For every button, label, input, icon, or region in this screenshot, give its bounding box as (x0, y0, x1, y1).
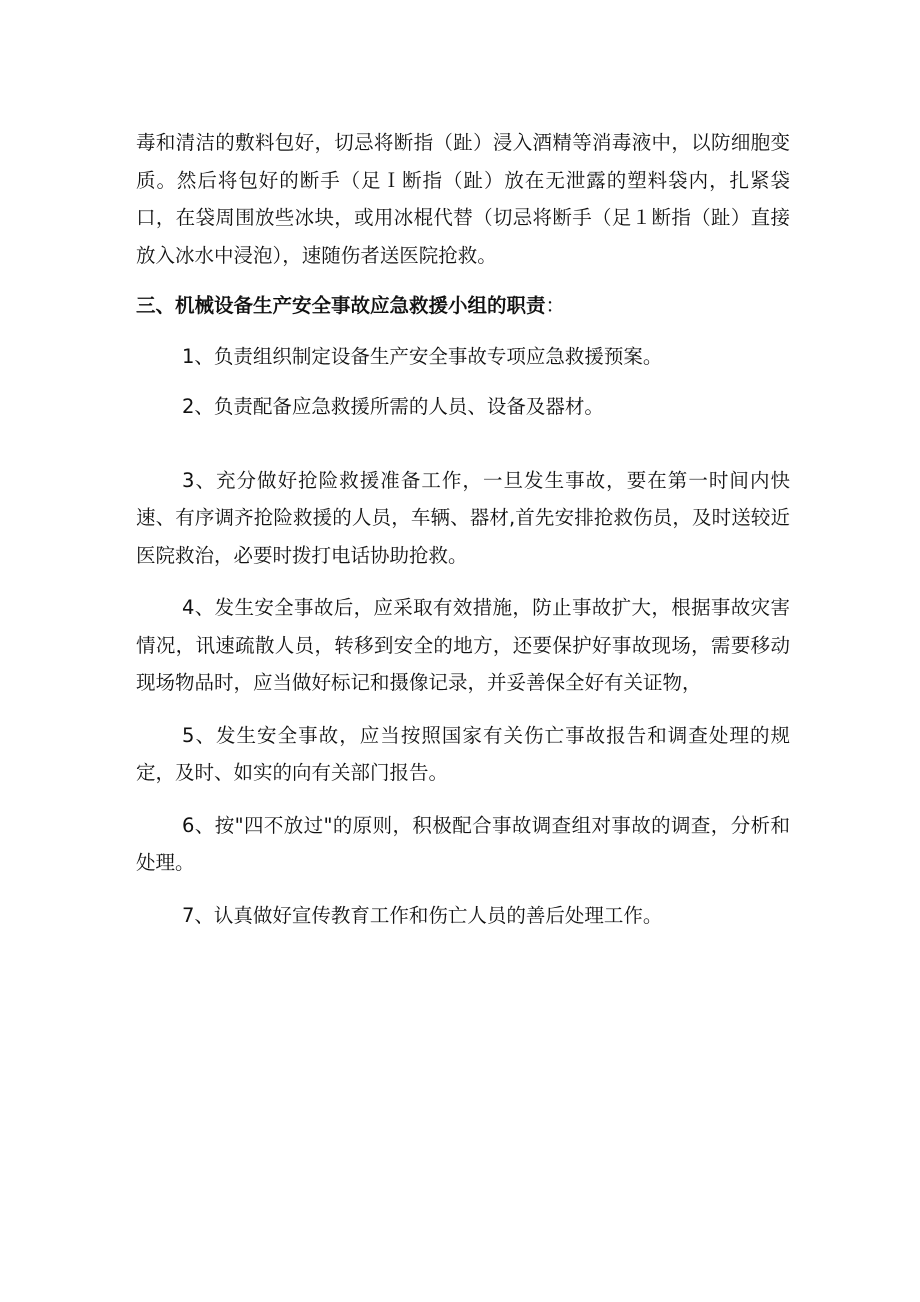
section-heading-colon: ： (545, 294, 566, 317)
duty-item-3: 3、充分做好抢险救援准备工作，一旦发生事故，要在第一时间内快速、有序调齐抢险救援的人员，车辆、器材,首先安排抢救伤员，及时送较近医院救治，必要时拨打电话协助抢救。 (136, 468, 790, 567)
intro-paragraph: 毒和清洁的敷料包好，切忌将断指（趾）浸入酒精等消毒液中，以防细胞变质。然后将包好的断手（足Ｉ断指（趾）放在无泄露的塑料袋内，扎紧袋口，在袋周围放些冰块，或用冰棍代替（切忌将断手（足１断指（趾）直接放入冰水中浸泡），速随伤者送医院抢救。 (136, 131, 790, 267)
duty-item-4: 4、发生安全事故后，应采取有效措施，防止事故扩大，根据事故灾害情况，讯速疏散人员，转移到安全的地方，还要保护好事故现场，需要移动现场物品时，应当做好标记和摄像记录，并妥善保全好有关证物， (136, 596, 790, 694)
duty-item-6: 6、按"四不放过"的原则，积极配合事故调查组对事故的调查，分析和处理。 (136, 813, 790, 874)
document-body (136, 124, 790, 934)
duty-item-7: 7、认真做好宣传教育工作和伤亡人员的善后处理工作。 (182, 903, 663, 927)
section-heading (136, 287, 790, 325)
duty-item-2: 2、负责配备应急救援所需的人员、设备及器材。 (182, 395, 604, 418)
section-heading-text: 三、机械设备生产安全事故应急救援小组的职责 (136, 294, 546, 317)
duty-item-5: 5、发生安全事故，应当按照国家有关伤亡事故报告和调查处理的规定，及时、如实的向有关部门报告。 (136, 723, 790, 784)
duty-item-1: 1、负责组织制定设备生产安全事故专项应急救援预案。 (182, 344, 663, 368)
